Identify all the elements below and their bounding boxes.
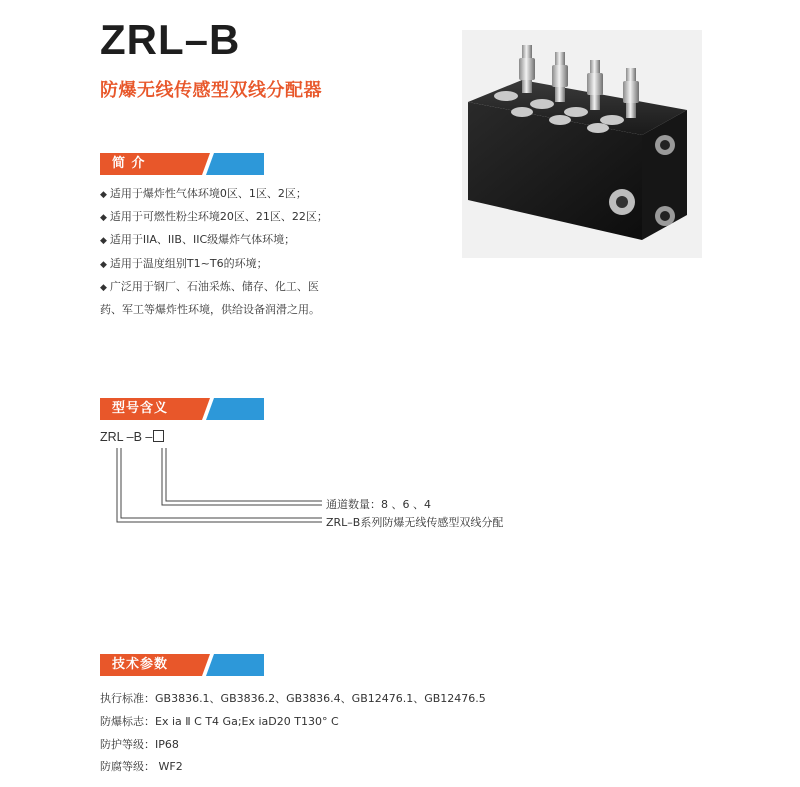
diamond-bullet-icon: ◆ [100,259,107,270]
model-heading: 型号含义 [112,401,169,416]
diamond-bullet-icon: ◆ [100,213,107,224]
spec-value: IP68 [155,737,179,751]
spec-value: WF2 [155,760,183,774]
model-code-prefix: ZRL –B – [100,430,153,444]
spec-row-explosion-mark [100,711,486,734]
list-item-text: 适用于爆炸性气体环境0区、1区、2区； [109,187,307,200]
tab-blue-bar [206,654,264,676]
page-title: ZRL–B [100,16,241,63]
diamond-bullet-icon: ◆ [100,282,107,293]
spec-label: 防护等级： [100,737,155,751]
leader-label-series: ZRL–B系列防爆无线传感型双线分配 [326,516,504,529]
list-item-text: 适用于IIA、IIB、IIC级爆炸气体环境； [109,233,296,247]
specs-heading: 技术参数 [112,657,169,672]
spec-value: Ex ia Ⅱ C T4 Ga;Ex iaD20 T130° C [155,714,339,728]
list-item-text: 广泛用于钢厂、石油采炼、储存、化工、医 [109,279,319,293]
diamond-bullet-icon: ◆ [100,236,107,247]
spec-label: 防腐等级： [100,760,155,774]
intro-heading: 简 介 [112,156,146,171]
specs-list [100,688,486,779]
spec-label: 执行标准： [100,692,155,705]
product-subtitle: 防爆无线传感型双线分配器 [100,80,322,101]
diamond-bullet-icon: ◆ [100,190,107,200]
list-item-text: 适用于可燃性粉尘环境20区、21区、22区； [109,210,328,224]
spec-value: GB3836.1、GB3836.2、GB3836.4、GB12476.1、GB12476.5 [155,692,486,705]
leader-label-channels: 通道数量：8 、6 、4 [326,498,431,511]
spec-row-corrosion [100,756,486,779]
specs-section-tab [100,654,264,676]
spec-label: 防爆标志： [100,714,155,728]
list-item-continuation: 药、军工等爆炸性环境，供给设备润滑之用。 [100,303,320,317]
spec-row-protection [100,734,486,757]
spec-row-standard [100,688,486,711]
list-item-text: 适用于温度组别T1~T6的环境； [109,256,268,270]
